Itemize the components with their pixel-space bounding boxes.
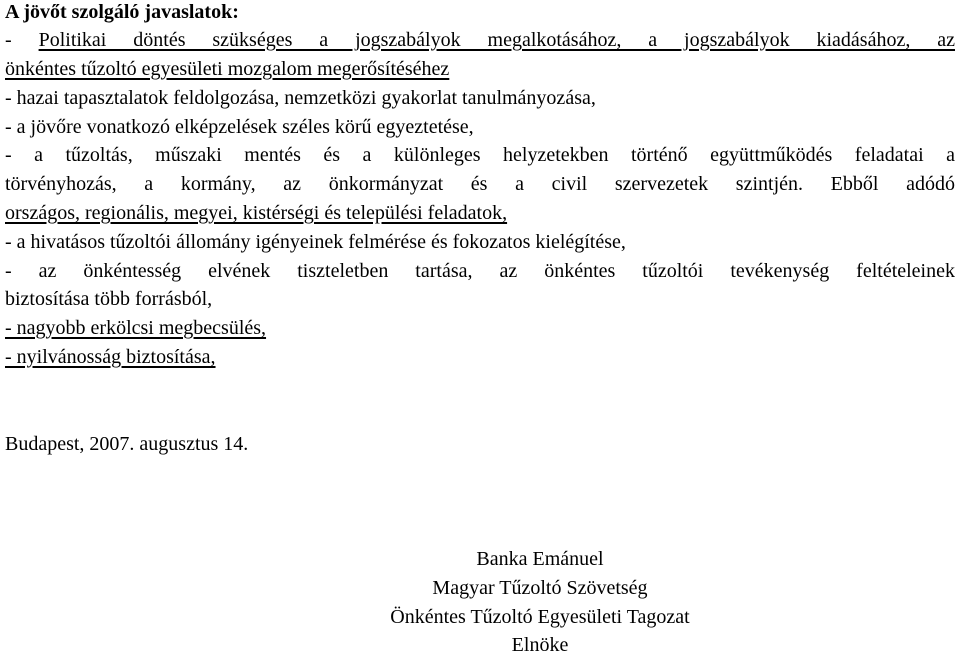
text-line-9: - az önkéntesség elvének tiszteletben tartása, az önkéntes tűzoltói tevékenység feltételeinek [5, 260, 955, 282]
document-date: Budapest, 2007. augusztus 14. [5, 433, 249, 455]
text-line-12 [5, 343, 955, 372]
underlined-text: Politikai döntés szükséges a jogszabályok megalkotásához, a jogszabályok kiadásához, az [38, 29, 955, 51]
underlined-text: önkéntes tűzoltó egyesületi mozgalom megerősítéséhez [5, 58, 450, 80]
text-line-10: biztosítása több forrásból, [5, 288, 213, 310]
signature-unit: Önkéntes Tűzoltó Egyesületi Tagozat [390, 606, 690, 628]
text-line-4: - a jövőre vonatkozó elképzelések széles körű egyeztetése, [5, 116, 474, 138]
text-line-3: - hazai tapasztalatok feldolgozása, nemzetközi gyakorlat tanulmányozása, [5, 87, 596, 109]
underlined-text: országos, regionális, megyei, kistérségi és települési feladatok, [5, 202, 508, 224]
text-line-5: - a tűzoltás, műszaki mentés és a különleges helyzetekben történő együttműködés feladatai a [5, 144, 955, 166]
text-line-1: - Politikai döntés szükséges a jogszabályok megalkotásához, a jogszabályok kiadásához, az [5, 29, 955, 51]
text-line-2 [5, 55, 955, 84]
document-heading: A jövőt szolgáló javaslatok: [5, 1, 239, 23]
text-line-8: - a hivatásos tűzoltói állomány igényeinek felmérése és fokozatos kielégítése, [5, 231, 626, 253]
signature-organization: Magyar Tűzoltó Szövetség [432, 577, 648, 599]
text-line-7 [5, 199, 955, 228]
underlined-text: - nyilvánosság biztosítása, [5, 346, 216, 368]
text-line-11 [5, 314, 955, 343]
signature-role: Elnöke [511, 634, 569, 656]
underlined-text: - nagyobb erkölcsi megbecsülés, [5, 317, 267, 339]
text-line-6: törvényhozás, a kormány, az önkormányzat és a civil szervezetek szintjén. Ebből adódó [5, 173, 955, 195]
signature-name: Banka Emánuel [476, 548, 604, 570]
